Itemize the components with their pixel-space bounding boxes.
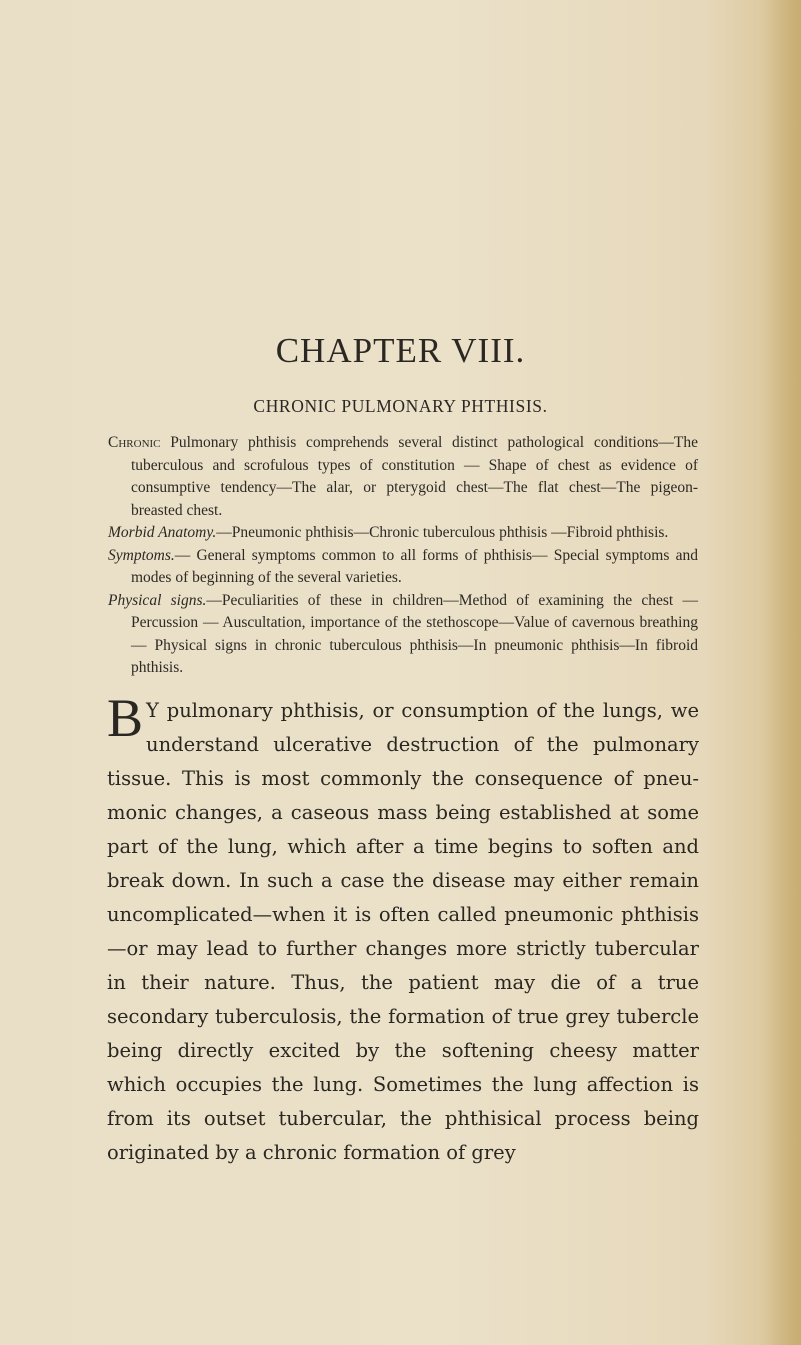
- drop-cap: B: [107, 688, 144, 748]
- summary-text: —Peculiarities of these in children—Method of examining the chest — Percussion — Auscultation, importance of the stethoscope—Value of cavernous breathing — Physical signs in chronic tuberculous phthisis—In pneumonic phthisis—In fibroid phthisis.: [131, 591, 698, 676]
- summary-paragraph: [108, 522, 698, 545]
- summary-text: —Pneumonic phthisis—Chronic tuberculous phthisis —Fibroid phthisis.: [216, 524, 669, 541]
- body-text: pulmonary phthisis, or consumption of the lungs, we understand ulcerative destruction of the pulmonary tissue. This is most commonly the consequence of pneumonic changes, a caseous mass being established at some part of the lung, which after a time begins to soften and break down. In such a case the disease may either remain uncomplicated—when it is often called pneumonic phthisis—or may lead to further changes more strictly tubercular in their nature. Thus, the patient may die of a true secondary tuberculosis, the formation of true grey tubercle being directly excited by the softening cheesy matter which occupies the lung. Sometimes the lung affection is from its outset tubercular, the phthisical process being originated by a chronic formation of grey: [107, 699, 699, 1164]
- page-edge-shadow: [759, 0, 801, 1345]
- summary-text: Pulmonary phthisis comprehends several distinct pathological conditions—The tuberculous and scrofulous types of constitution — Shape of chest as evidence of consumptive tendency—The alar, or pterygoid chest—The flat chest—The pigeon-breasted chest.: [131, 434, 698, 519]
- summary-lead: Morbid Anatomy.: [108, 524, 217, 541]
- summary-paragraph: [108, 545, 698, 590]
- chapter-subtitle: CHRONIC PULMONARY PHTHISIS.: [253, 396, 548, 416]
- summary-lead: Chronic: [108, 434, 161, 451]
- chapter-summary: [108, 432, 698, 680]
- summary-paragraph: [108, 432, 698, 522]
- drop-cap-continuation: Y: [146, 699, 159, 722]
- body-paragraph: [107, 688, 699, 1170]
- summary-lead: Symptoms.: [108, 546, 175, 564]
- summary-paragraph: [108, 590, 698, 680]
- chapter-heading: CHAPTER VIII.: [275, 331, 526, 370]
- summary-text: — General symptoms common to all forms of phthisis— Special symptoms and modes of beginning of the several varieties.: [131, 546, 698, 586]
- summary-lead: Physical signs.: [108, 591, 207, 609]
